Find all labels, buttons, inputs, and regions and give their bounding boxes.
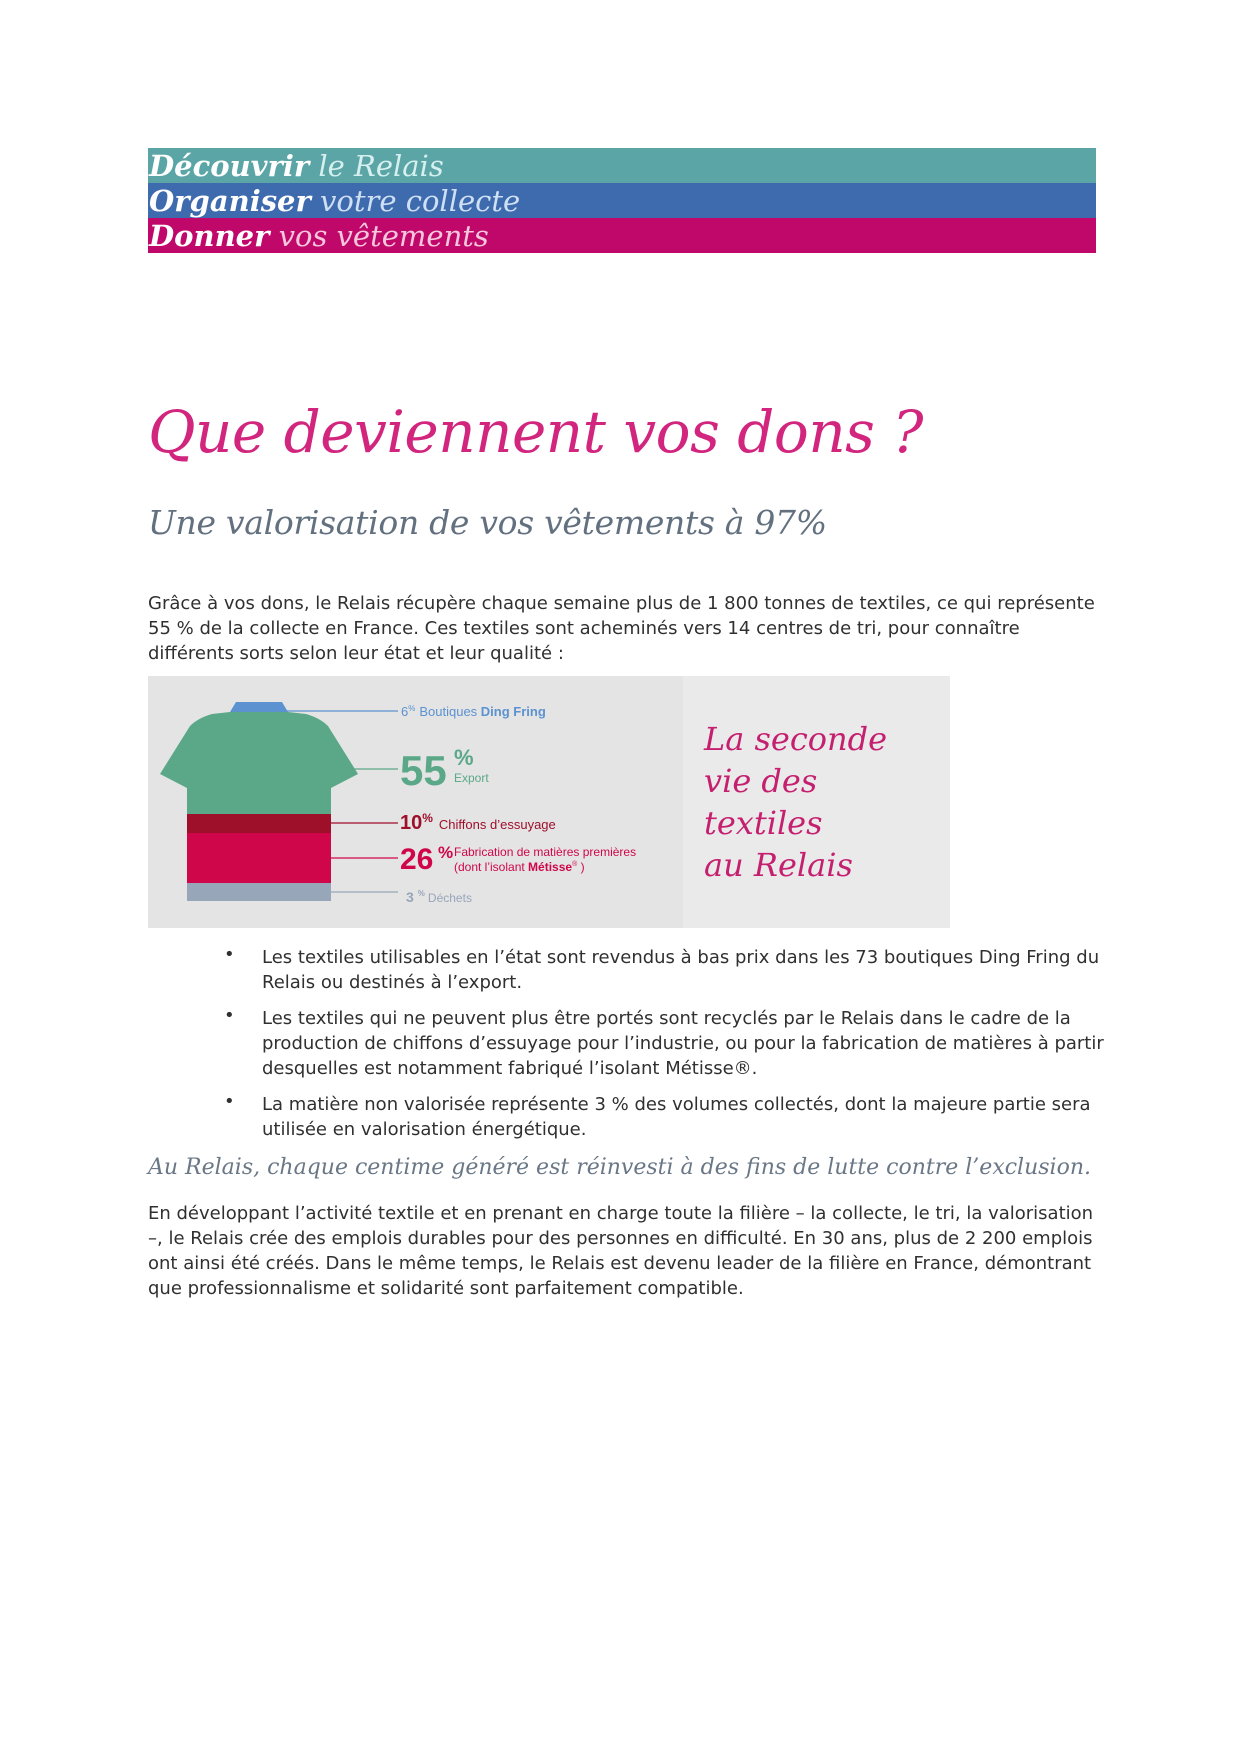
nav-link-organiser[interactable] [148,183,1096,218]
list-item-text: La matière non valorisée représente 3 % des volumes collectés, dont la majeure partie sera utilisée en valorisation énergétique. [262,1094,1091,1140]
nav-link-strong: Découvrir [149,149,310,183]
label-boutiques: 6% Boutiques Ding Fring [401,704,546,719]
nav-link-rest: le Relais [309,149,444,183]
shirt-band-chiffons [187,814,331,833]
navigation-menu [148,148,1096,253]
list-item [224,1092,1104,1142]
intro-paragraph: Grâce à vos dons, le Relais récupère chaque semaine plus de 1 800 tonnes de textiles, ce qui représente 55 % de la collecte en France. Ces textiles sont acheminés vers 14 centres de tri, pour connaître différents sorts selon leur état et leur qualité : [148,593,1095,664]
label-export-suffix: % [454,745,474,770]
infographic-title-line: au Relais [704,846,853,884]
infographic-title-line: textiles [704,804,823,842]
bullet-icon: • [224,1091,235,1112]
pull-quote: Au Relais, chaque centime généré est réinvesti à des fins de lutte contre l’exclusion. [148,1155,1091,1180]
nav-link-strong: Organiser [149,184,311,218]
infographic-title-line: La seconde [704,720,888,758]
nav-link-rest: votre collecte [310,184,521,218]
list-item-text: Les textiles utilisables en l’état sont revendus à bas prix dans les 73 boutiques Ding Fring du Relais ou destinés à l’export. [262,947,1100,993]
nav-link-strong: Donner [149,219,270,253]
label-matieres-pct: 26 [400,843,434,876]
label-dechets: 3 % Déchets [406,889,472,905]
list-item [224,1006,1104,1081]
nav-link-decouvrir[interactable] [148,148,1096,183]
infographic-title-line: vie des [704,762,818,800]
shirt-band-matieres [187,833,331,883]
infographic-svg [148,676,950,928]
infographic-right-panel [683,676,950,928]
textile-infographic [148,676,950,928]
label-matieres-text: Fabrication de matières premières [454,845,637,859]
label-matieres-text-2: (dont l’isolant Métisse® ) [454,860,585,874]
shirt-band-dechets [187,883,331,901]
label-matieres-suffix: % [438,843,454,862]
list-item [224,945,1104,995]
list-item-text: Les textiles qui ne peuvent plus être portés sont recyclés par le Relais dans le cadre de la production de chiffons d’essuyage pour l’industrie, ou pour la fabrication de matières à partir desquelles est notamment fabriqué l’isolant Métisse®. [262,1008,1104,1079]
page-subtitle: Une valorisation de vos vêtements à 97% [148,503,827,542]
nav-link-donner[interactable] [148,218,1096,253]
nav-link-rest: vos vêtements [269,219,489,253]
bullet-icon: • [224,944,235,965]
bullet-list [224,945,1104,1153]
label-chiffons: 10% $_{Chiffons d’essuyage}$ [400,811,556,834]
page-title: Que deviennent vos dons ? [148,398,923,466]
bullet-icon: • [224,1005,235,1026]
shirt-collar [230,702,288,712]
label-export-pct: 55 [400,747,447,794]
label-export-text: Export [454,771,489,785]
closing-paragraph: En développant l’activité textile et en prenant en charge toute la filière – la collecte, le tri, la valorisation –, le Relais crée des emplois durables pour des personnes en difficulté. En 30 ans, plus de 2 200 emplois ont ainsi été créés. Dans le même temps, le Relais est devenu leader de la filière en France, démontrant que professionnalisme et solidarité sont parfaitement compatible. [148,1203,1094,1299]
shirt-top-export [160,712,358,814]
